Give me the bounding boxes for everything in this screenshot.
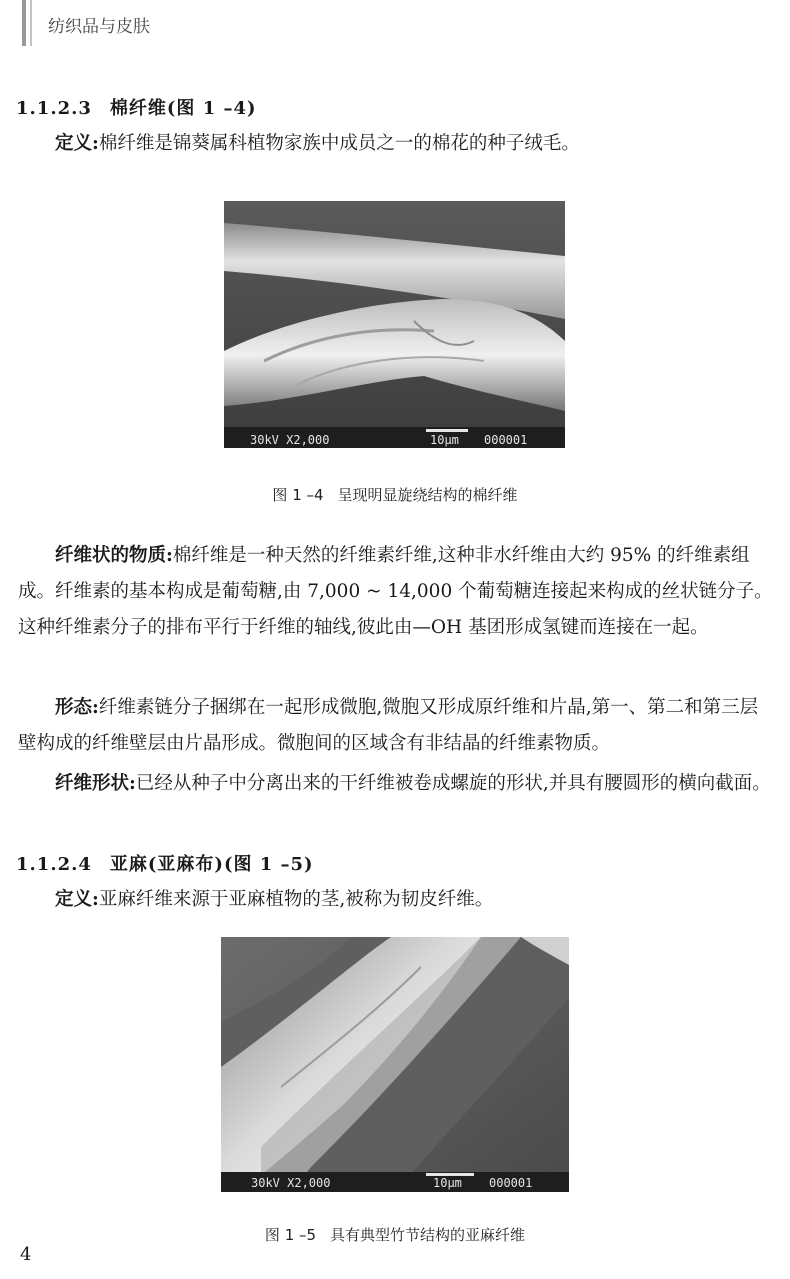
page-number: 4 [20, 1244, 32, 1265]
figure-cotton-sem-image [224, 201, 565, 448]
section-title: 亚麻(亚麻布)(图 1 –5) [109, 854, 314, 875]
header-rule-thin [30, 0, 32, 46]
cotton-definition [18, 126, 776, 162]
definition-term: 定义: [55, 133, 99, 154]
section-heading-flax [16, 850, 314, 876]
sem-image-id: 000001 [489, 1176, 533, 1190]
sem-image-id: 000001 [484, 433, 528, 447]
paragraph-term: 纤维状的物质: [55, 545, 173, 566]
paragraph-term: 纤维形状: [55, 773, 136, 794]
sem-voltage-mag: 30kV X2,000 [251, 1176, 331, 1190]
figure-caption-text: 呈现明显旋绕结构的棉纤维 [337, 486, 518, 504]
header-rule [22, 0, 26, 46]
paragraph-text: 棉纤维是一种天然的纤维素纤维,这种非水纤维由大约 95% 的纤维素组成。纤维素的基本构成是葡萄糖,由 7,000 ~ 14,000 个葡萄糖连接起来构成的丝状链分子。这种纤维素分子的排布平行于纤维的轴线,彼此由—OH 基团形成氢键而连接在一起。 [18, 545, 773, 638]
figure-caption-cotton [0, 484, 790, 505]
definition-term: 定义: [55, 889, 99, 910]
sem-voltage-mag: 30kV X2,000 [250, 433, 330, 447]
sem-scale: 10μm [433, 1176, 462, 1190]
definition-text: 亚麻纤维来源于亚麻植物的茎,被称为韧皮纤维。 [98, 889, 494, 910]
figure-number: 图 1 –4 [272, 486, 324, 504]
section-number: 1.1.2.3 [16, 98, 92, 119]
running-title: 纺织品与皮肤 [48, 17, 150, 37]
figure-caption-flax [0, 1224, 790, 1245]
flax-definition [18, 882, 776, 918]
paragraph-fiber-shape [18, 766, 776, 802]
definition-text: 棉纤维是锦葵属科植物家族中成员之一的棉花的种子绒毛。 [98, 133, 580, 154]
paragraph-text: 已经从种子中分离出来的干纤维被卷成螺旋的形状,并具有腰圆形的横向截面。 [135, 773, 771, 794]
section-heading-cotton [16, 94, 257, 120]
section-title: 棉纤维(图 1 –4) [109, 98, 257, 119]
section-number: 1.1.2.4 [16, 854, 92, 875]
paragraph-morphology [18, 690, 776, 762]
figure-number: 图 1 –5 [264, 1226, 317, 1244]
paragraph-fibrous-substance [18, 538, 776, 646]
sem-scale: 10μm [430, 433, 459, 447]
paragraph-term: 形态: [55, 697, 99, 718]
paragraph-text: 纤维素链分子捆绑在一起形成微胞,微胞又形成原纤维和片晶,第一、第二和第三层壁构成的纤维壁层由片晶形成。微胞间的区域含有非结晶的纤维素物质。 [18, 697, 759, 754]
figure-flax-sem-image [221, 937, 569, 1192]
figure-caption-text: 具有典型竹节结构的亚麻纤维 [330, 1226, 526, 1244]
